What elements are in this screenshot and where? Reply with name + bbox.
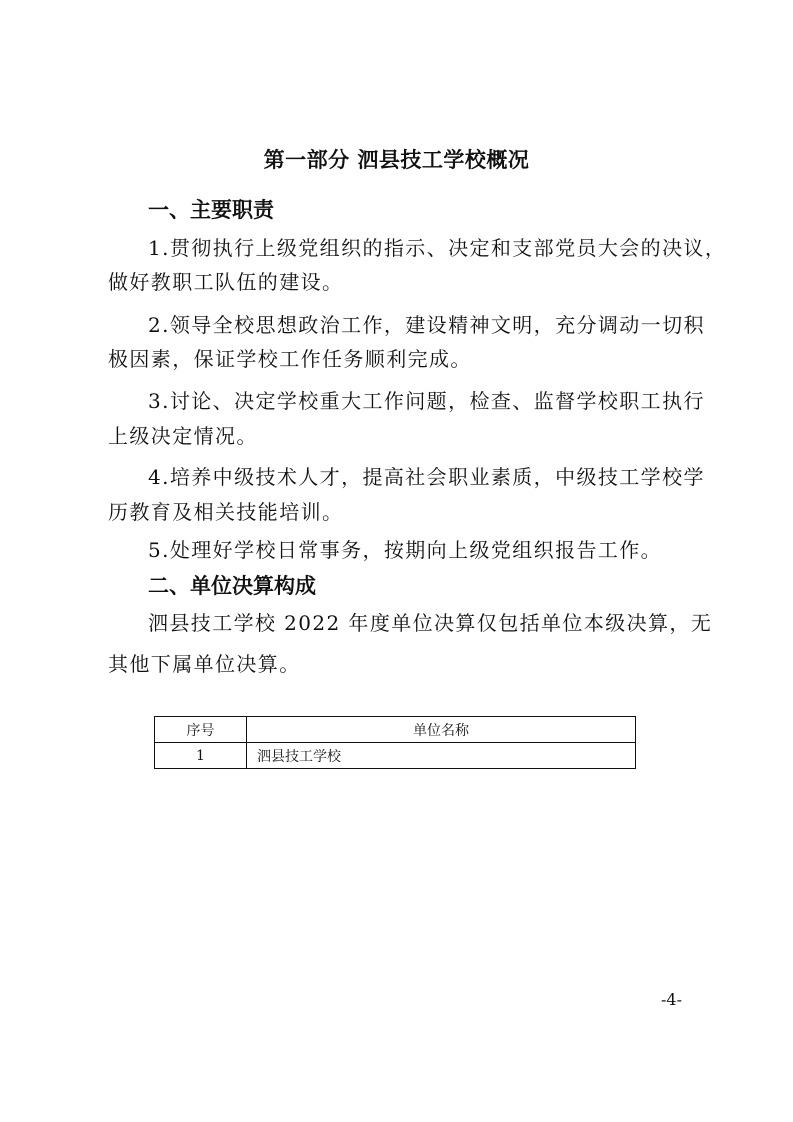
duty-line-2: 2.领导全校思想政治工作，建设精神文明，充分调动一切积 <box>148 313 705 337</box>
page-number: -4- <box>661 990 682 1009</box>
part-title: 第一部分 泗县技工学校概况 <box>263 148 530 172</box>
section-heading-composition: 二、单位决算构成 <box>148 574 316 598</box>
duty-line-3-cont: 上级决定情况。 <box>108 424 258 448</box>
duty-line-4-cont: 历教育及相关技能培训。 <box>108 500 344 524</box>
section-heading-duties: 一、主要职责 <box>148 198 274 222</box>
header-unit-name: 单位名称 <box>247 717 636 743</box>
duty-line-3: 3.讨论、决定学校重大工作问题，检查、监督学校职工执行 <box>148 389 705 413</box>
header-serial: 序号 <box>155 717 247 743</box>
composition-line-1: 泗县技工学校 2022 年度单位决算仅包括单位本级决算，无 <box>148 611 713 635</box>
unit-table <box>154 716 636 769</box>
duty-line-4: 4.培养中级技术人才，提高社会职业素质，中级技工学校学 <box>148 465 705 489</box>
duty-line-1: 1.贯彻执行上级党组织的指示、决定和支部党员大会的决议， <box>148 236 727 260</box>
cell-serial: 1 <box>155 743 247 769</box>
duty-line-2-cont: 极因素，保证学校工作任务顺利完成。 <box>108 347 472 371</box>
duty-line-1-cont: 做好教职工队伍的建设。 <box>108 270 344 294</box>
composition-line-2: 其他下属单位决算。 <box>108 652 301 676</box>
duty-line-5: 5.处理好学校日常事务，按期向上级党组织报告工作。 <box>148 538 663 562</box>
table-row <box>155 743 636 769</box>
cell-unit-name: 泗县技工学校 <box>247 743 636 769</box>
table-header-row <box>155 717 636 743</box>
